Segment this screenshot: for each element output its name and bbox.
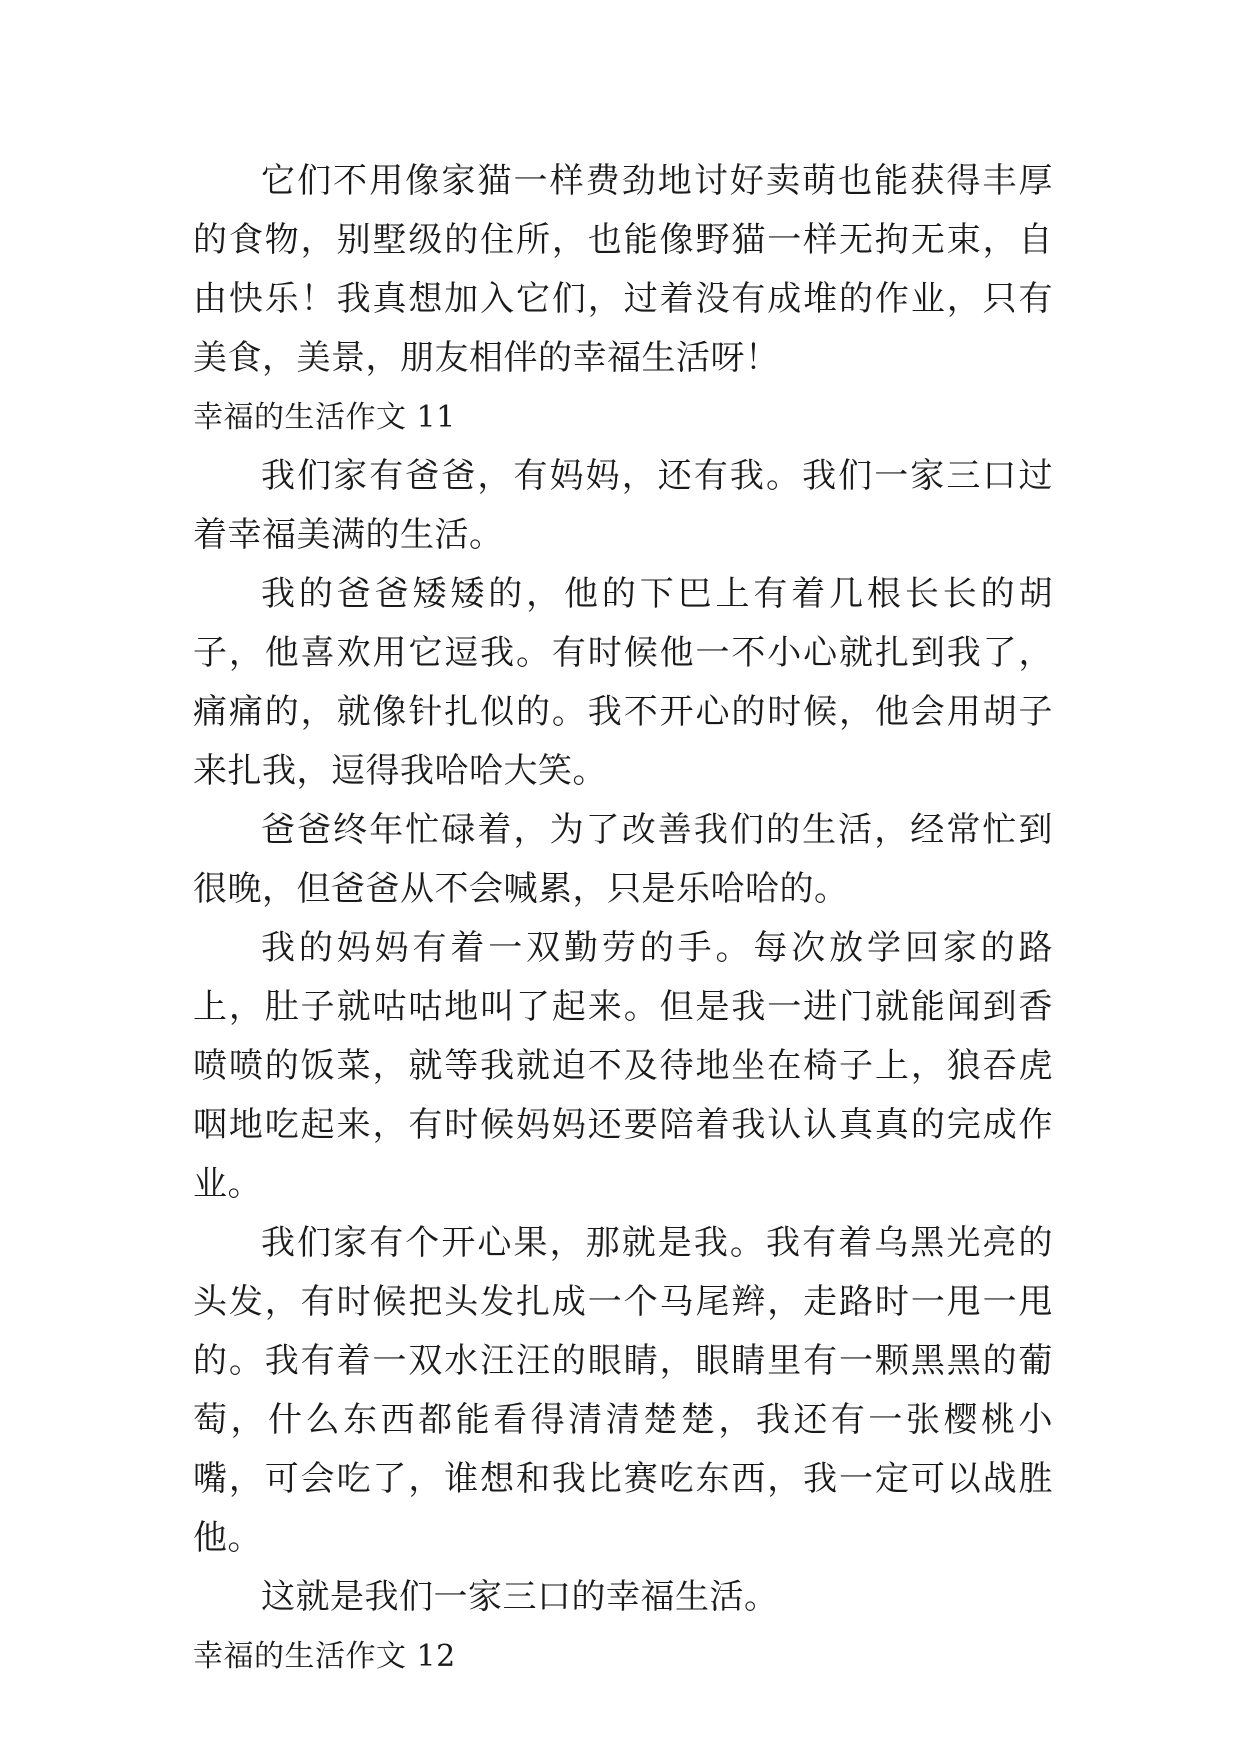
paragraph: 这就是我们一家三口的幸福生活。 bbox=[261, 1577, 779, 1617]
section-heading: 幸福的生活作文 11 bbox=[193, 400, 456, 435]
paragraph: 我们家有个开心果，那就是我。我有着乌黑光亮的头发，有时候把头发扎成一个马尾辫，走路时一甩一甩的。我有着一双水汪汪的眼睛，眼睛里有一颗黑黑的葡萄，什么东西都能看得清清楚楚，我还有一张樱桃小嘴，可会吃了，谁想和我比赛吃东西，我一定可以战胜他。 bbox=[193, 1223, 1053, 1558]
paragraph: 我的妈妈有着一双勤劳的手。每次放学回家的路上，肚子就咕咕地叫了起来。但是我一进门就能闻到香喷喷的饭菜，就等我就迫不及待地坐在椅子上，狼吞虎咽地吃起来，有时候妈妈还要陪着我认认真真的完成作业。 bbox=[193, 928, 1053, 1204]
section-heading: 幸福的生活作文 12 bbox=[193, 1639, 456, 1674]
paragraph: 我们家有爸爸，有妈妈，还有我。我们一家三口过着幸福美满的生活。 bbox=[193, 456, 1053, 555]
paragraph: 爸爸终年忙碌着，为了改善我们的生活，经常忙到很晚，但爸爸从不会喊累，只是乐哈哈的。 bbox=[193, 810, 1053, 909]
document-page bbox=[193, 152, 1053, 1686]
paragraph: 它们不用像家猫一样费劲地讨好卖萌也能获得丰厚的食物，别墅级的住所，也能像野猫一样无拘无束，自由快乐！我真想加入它们，过着没有成堆的作业，只有美食，美景，朋友相伴的幸福生活呀！ bbox=[193, 161, 1053, 378]
paragraph: 我的爸爸矮矮的，他的下巴上有着几根长长的胡子，他喜欢用它逗我。有时候他一不小心就扎到我了，痛痛的，就像针扎似的。我不开心的时候，他会用胡子来扎我，逗得我哈哈大笑。 bbox=[193, 574, 1053, 791]
